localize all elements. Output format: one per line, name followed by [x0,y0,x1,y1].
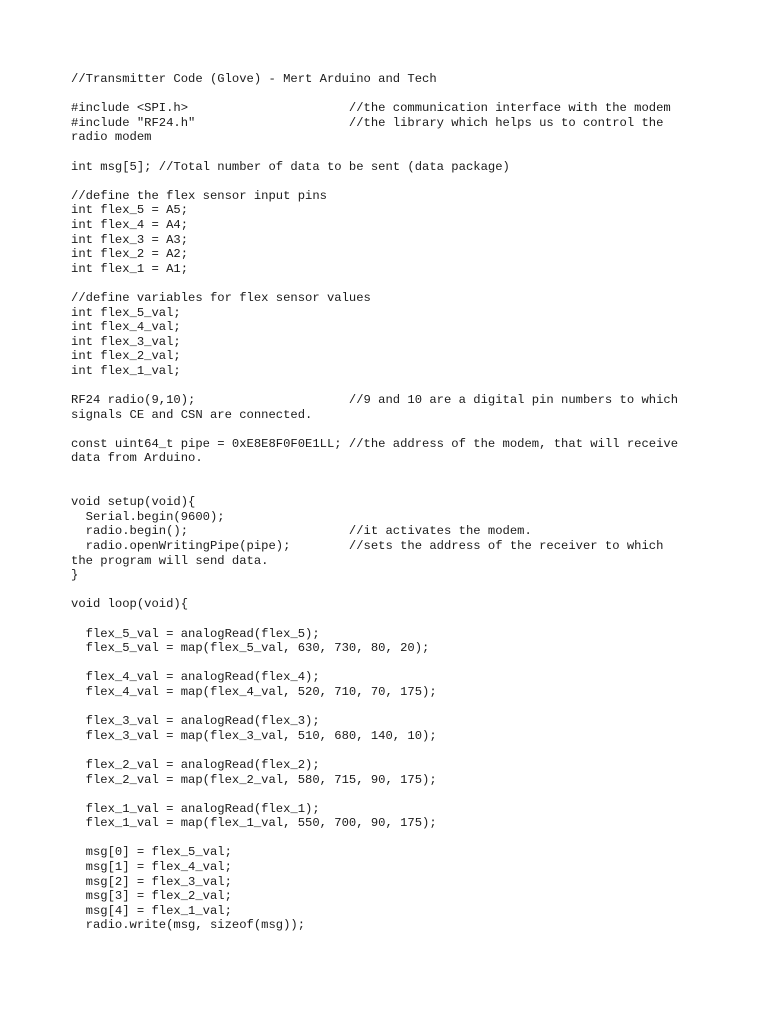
code-line: flex_2_val = map(flex_2_val, 580, 715, 90, 175); [71,772,437,787]
code-line: //define variables for flex sensor values [71,290,371,305]
blank-line [71,87,711,102]
code-line: const uint64_t pipe = 0xE8E8F0F0E1LL; //the address of the modem, that will receive [71,436,679,451]
code-line: #include <SPI.h> //the communication interface with the modem [71,101,671,116]
code-line: RF24 radio(9,10); //9 and 10 are a digital pin numbers to which [71,393,679,408]
code-line: int flex_5 = A5; [71,203,189,218]
code-line: int flex_4 = A4; [71,217,189,232]
blank-line [71,787,711,802]
blank-line [71,700,711,715]
code-line: flex_5_val = map(flex_5_val, 630, 730, 80, 20); [71,641,430,656]
code-line: radio.write(msg, sizeof(msg)); [71,918,306,933]
code-line: #include "RF24.h" //the library which helps us to control the [71,115,664,130]
code-line: flex_5_val = analogRead(flex_5); [71,626,320,641]
code-line: //define the flex sensor input pins [71,188,327,203]
blank-line [71,422,711,437]
code-line: msg[0] = flex_5_val; [71,845,232,860]
code-line: flex_1_val = map(flex_1_val, 550, 700, 90, 175); [71,816,437,831]
blank-line [71,743,711,758]
code-line: flex_4_val = analogRead(flex_4); [71,670,320,685]
code-line: int flex_2 = A2; [71,247,189,262]
code-line: msg[1] = flex_4_val; [71,860,232,875]
code-listing [71,72,711,933]
code-line: flex_2_val = analogRead(flex_2); [71,757,320,772]
blank-line [71,612,711,627]
blank-line [71,466,711,481]
code-line: data from Arduino. [71,451,203,466]
code-line: the program will send data. [71,553,269,568]
code-line: int flex_1_val; [71,363,181,378]
blank-line [71,481,711,496]
code-line: int flex_1 = A1; [71,261,189,276]
code-line: void loop(void){ [71,597,189,612]
code-line: signals CE and CSN are connected. [71,407,313,422]
code-line: radio.openWritingPipe(pipe); //sets the address of the receiver to which [71,539,664,553]
code-line: msg[2] = flex_3_val; [71,874,232,889]
code-line: int flex_3 = A3; [71,232,189,247]
code-line: flex_3_val = analogRead(flex_3); [71,714,320,729]
code-line: int msg[5]; //Total number of data to be sent (data package) [71,159,510,174]
code-line: void setup(void){ [71,495,196,510]
code-line: radio.begin(); //it activates the modem. [71,524,532,539]
code-line: int flex_5_val; [71,305,181,320]
blank-line [71,583,711,598]
code-line: } [71,568,79,583]
code-line: flex_4_val = map(flex_4_val, 520, 710, 70, 175); [71,684,437,699]
blank-line [71,276,711,291]
code-line: msg[4] = flex_1_val; [71,903,232,918]
blank-line [71,378,711,393]
code-line: int flex_3_val; [71,334,181,349]
code-line: flex_3_val = map(flex_3_val, 510, 680, 140, 10); [71,728,437,743]
blank-line [71,831,711,846]
code-line: msg[3] = flex_2_val; [71,889,232,904]
code-line: int flex_4_val; [71,320,181,335]
blank-line [71,145,711,160]
code-line: Serial.begin(9600); [71,509,225,524]
code-line: int flex_2_val; [71,349,181,364]
blank-line [71,174,711,189]
code-line: flex_1_val = analogRead(flex_1); [71,801,320,816]
code-line: //Transmitter Code (Glove) - Mert Arduino and Tech [71,72,437,86]
blank-line [71,656,711,671]
code-line: radio modem [71,130,152,145]
